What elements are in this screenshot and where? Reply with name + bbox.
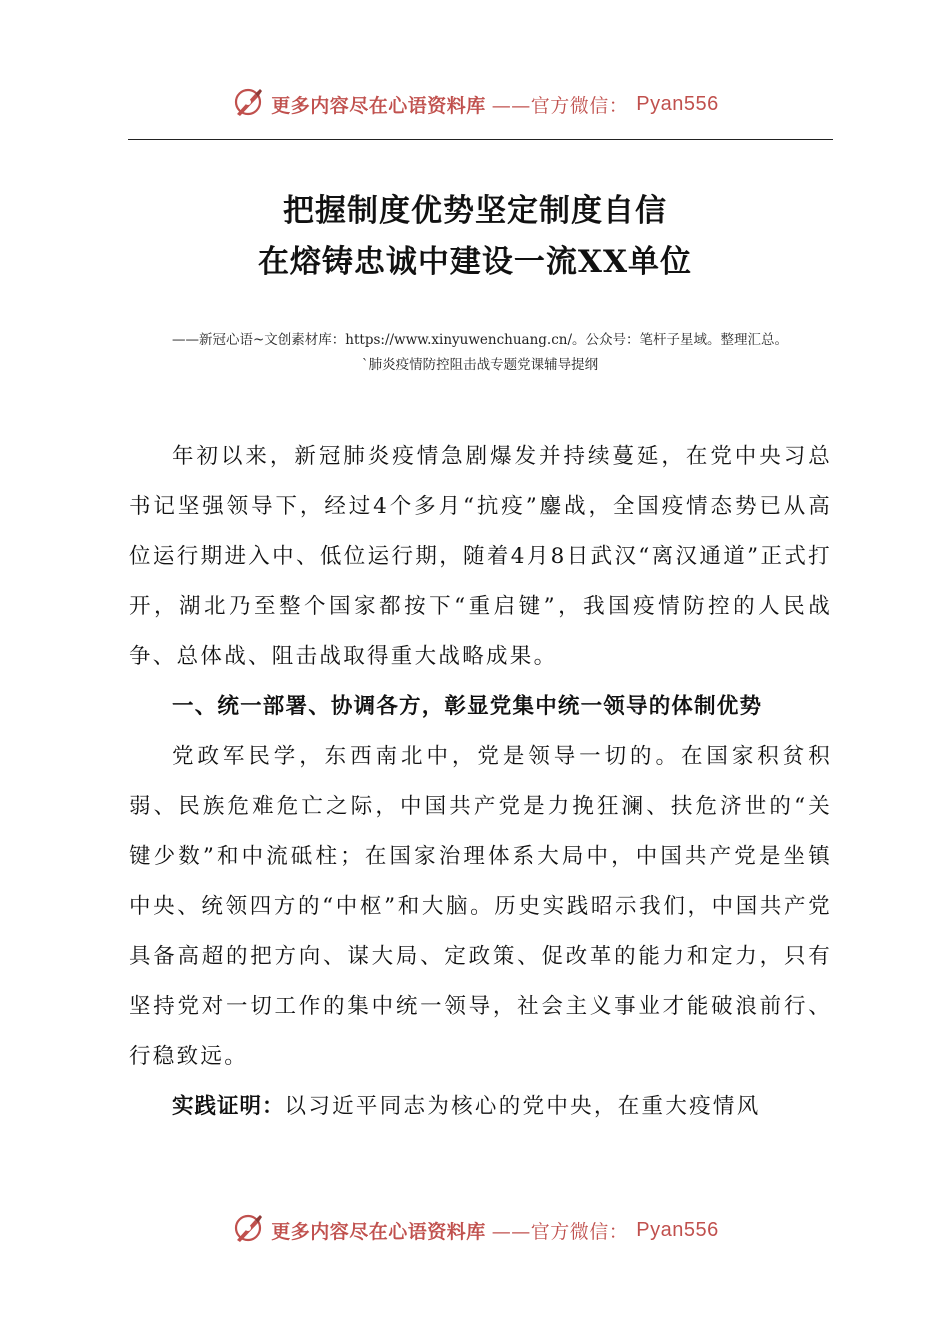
header-divider bbox=[128, 139, 833, 140]
source-note-line-1: ——新冠心语~文创素材库：https://www.xinyuwenchuang.cn/。公众号：笔杆子星域。整理汇总。 bbox=[171, 332, 789, 348]
source-note-line-2: `肺炎疫情防控阻击战专题党课辅导提纲 bbox=[361, 357, 599, 373]
document-title-line-1: 把握制度优势坚定制度自信 bbox=[283, 193, 667, 229]
footer-banner bbox=[0, 1208, 950, 1252]
paragraph-3-text: 以习近平同志为核心的党中央，在重大疫情风 bbox=[284, 1094, 761, 1119]
pen-logo-icon bbox=[231, 1211, 265, 1245]
body-paragraph-2: 党政军民学，东西南北中，党是领导一切的。在国家积贫积弱、民族危难危亡之际，中国共产党是力挽狂澜、扶危济世的“关键少数”和中流砥柱；在国家治理体系大局中，中国共产党是坐镇中央、统领四方的“中枢”和大脑。历史实践昭示我们，中国共产党具备高超的把方向、谋大局、定政策、促改革的能力和定力，只有坚持党对一切工作的集中统一领导，社会主义事业才能破浪前行、行稳致远。 bbox=[129, 744, 832, 1069]
body-paragraph-1: 年初以来，新冠肺炎疫情急剧爆发并持续蔓延，在党中央习总书记坚强领导下，经过4个多月“抗疫”鏖战，全国疫情态势已从高位运行期进入中、低位运行期，随着4月8日武汉“离汉通道”正式打开，湖北乃至整个国家都按下“重启键”，我国疫情防控的人民战争、总体战、阻击战取得重大战略成果。 bbox=[129, 444, 832, 669]
banner-library-text: 更多内容尽在心语资料库 bbox=[271, 1220, 486, 1243]
document-body bbox=[129, 432, 832, 1132]
banner-wechat-label: ——官方微信： bbox=[491, 94, 629, 117]
pen-logo-icon bbox=[231, 85, 265, 119]
paragraph-lead-phrase: 实践证明： bbox=[172, 1094, 285, 1119]
header-banner bbox=[0, 82, 950, 126]
banner-library-text: 更多内容尽在心语资料库 bbox=[271, 94, 486, 117]
body-paragraph-3 bbox=[129, 1082, 832, 1132]
banner-wechat-id: Pyan556 bbox=[636, 1218, 719, 1241]
banner-wechat-label: ——官方微信： bbox=[491, 1220, 629, 1243]
document-title-line-2: 在熔铸忠诚中建设一流XX单位 bbox=[257, 244, 693, 280]
section-heading-1: 一、统一部署、协调各方，彰显党集中统一领导的体制优势 bbox=[172, 694, 763, 719]
banner-wechat-id: Pyan556 bbox=[636, 92, 719, 115]
